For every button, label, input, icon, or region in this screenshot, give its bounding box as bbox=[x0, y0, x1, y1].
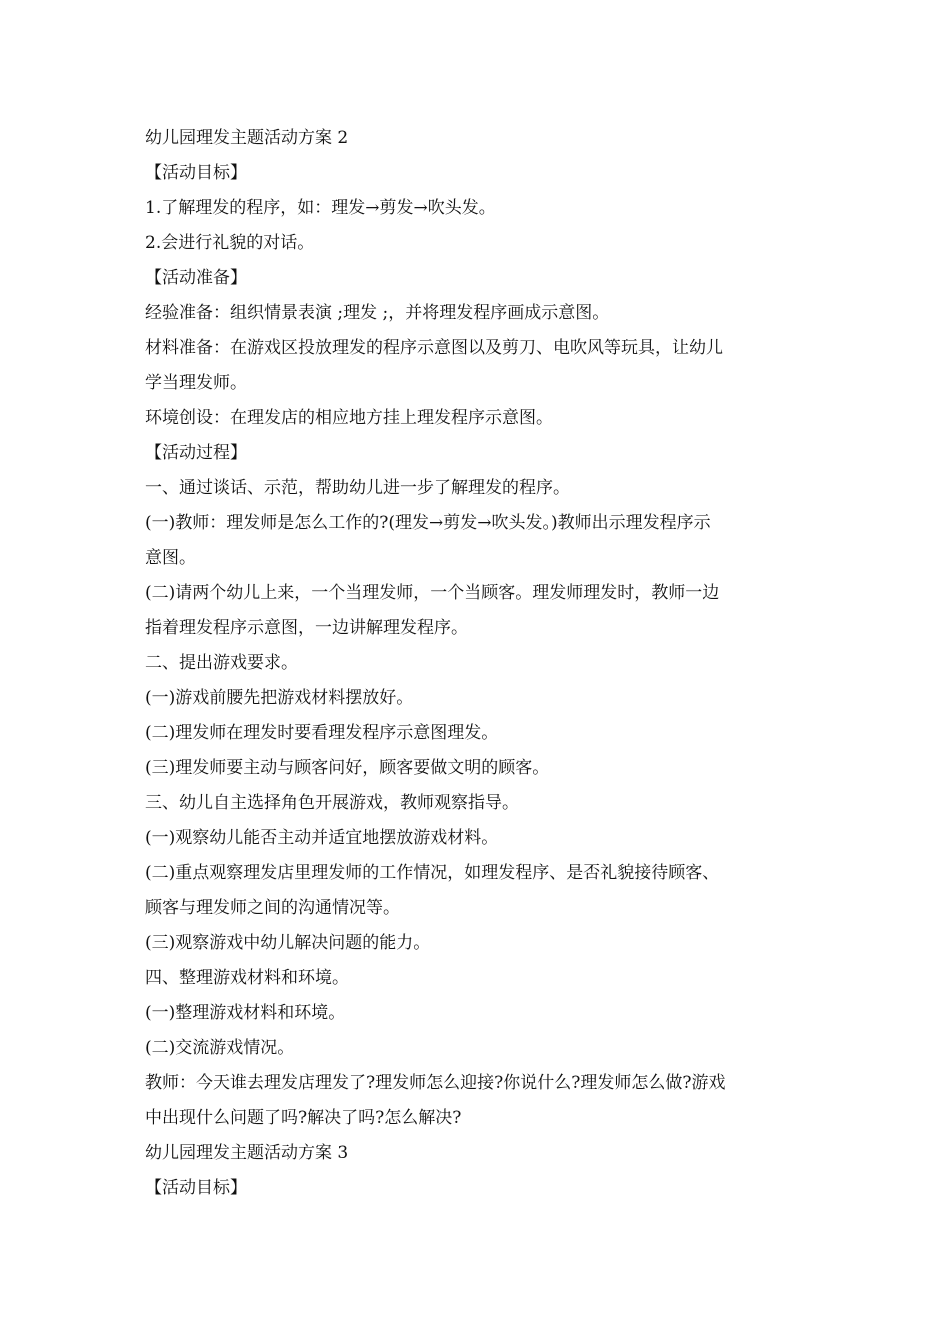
section-heading: 【活动过程】 bbox=[145, 443, 247, 463]
paragraph-line: 指着理发程序示意图，一边讲解理发程序。 bbox=[145, 618, 468, 638]
paragraph-line: (二)理发师在理发时要看理发程序示意图理发。 bbox=[145, 723, 499, 743]
paragraph-line: 四、整理游戏材料和环境。 bbox=[145, 968, 349, 988]
paragraph-line: 顾客与理发师之间的沟通情况等。 bbox=[145, 898, 400, 918]
paragraph-line: 1.了解理发的程序，如：理发→剪发→吹头发。 bbox=[145, 198, 496, 218]
section-heading: 【活动准备】 bbox=[145, 268, 247, 288]
paragraph-line: (一)游戏前腰先把游戏材料摆放好。 bbox=[145, 688, 414, 708]
paragraph-line: (一)观察幼儿能否主动并适宜地摆放游戏材料。 bbox=[145, 828, 499, 848]
section-heading: 【活动目标】 bbox=[145, 163, 247, 183]
paragraph-line: 一、通过谈话、示范，帮助幼儿进一步了解理发的程序。 bbox=[145, 478, 570, 498]
paragraph-line: (二)请两个幼儿上来，一个当理发师，一个当顾客。理发师理发时，教师一边 bbox=[145, 583, 720, 603]
paragraph-line: 2.会进行礼貌的对话。 bbox=[145, 233, 315, 253]
paragraph-line: (一)整理游戏材料和环境。 bbox=[145, 1003, 346, 1023]
paragraph-line: (三)观察游戏中幼儿解决问题的能力。 bbox=[145, 933, 431, 953]
section-title: 幼儿园理发主题活动方案 3 bbox=[145, 1143, 349, 1163]
paragraph-line: 意图。 bbox=[145, 548, 196, 568]
paragraph-line: (三)理发师要主动与顾客问好，顾客要做文明的顾客。 bbox=[145, 758, 550, 778]
paragraph-line: (二)重点观察理发店里理发师的工作情况，如理发程序、是否礼貌接待顾客、 bbox=[145, 863, 720, 883]
section-heading: 【活动目标】 bbox=[145, 1178, 247, 1198]
paragraph-line: 教师：今天谁去理发店理发了?理发师怎么迎接?你说什么?理发师怎么做?游戏 bbox=[145, 1073, 726, 1093]
paragraph-line: 二、提出游戏要求。 bbox=[145, 653, 298, 673]
paragraph-line: 材料准备：在游戏区投放理发的程序示意图以及剪刀、电吹风等玩具，让幼儿 bbox=[145, 338, 723, 358]
section-title: 幼儿园理发主题活动方案 2 bbox=[145, 128, 349, 148]
paragraph-line: 中出现什么问题了吗?解决了吗?怎么解决? bbox=[145, 1108, 462, 1128]
paragraph-line: 经验准备：组织情景表演 ;理发 ;，并将理发程序画成示意图。 bbox=[145, 303, 610, 323]
paragraph-line: 三、幼儿自主选择角色开展游戏，教师观察指导。 bbox=[145, 793, 519, 813]
paragraph-line: (一)教师：理发师是怎么工作的?(理发→剪发→吹头发。)教师出示理发程序示 bbox=[145, 513, 711, 533]
paragraph-line: 学当理发师。 bbox=[145, 373, 247, 393]
paragraph-line: (二)交流游戏情况。 bbox=[145, 1038, 295, 1058]
document-body bbox=[145, 121, 815, 1206]
paragraph-line: 环境创设：在理发店的相应地方挂上理发程序示意图。 bbox=[145, 408, 553, 428]
